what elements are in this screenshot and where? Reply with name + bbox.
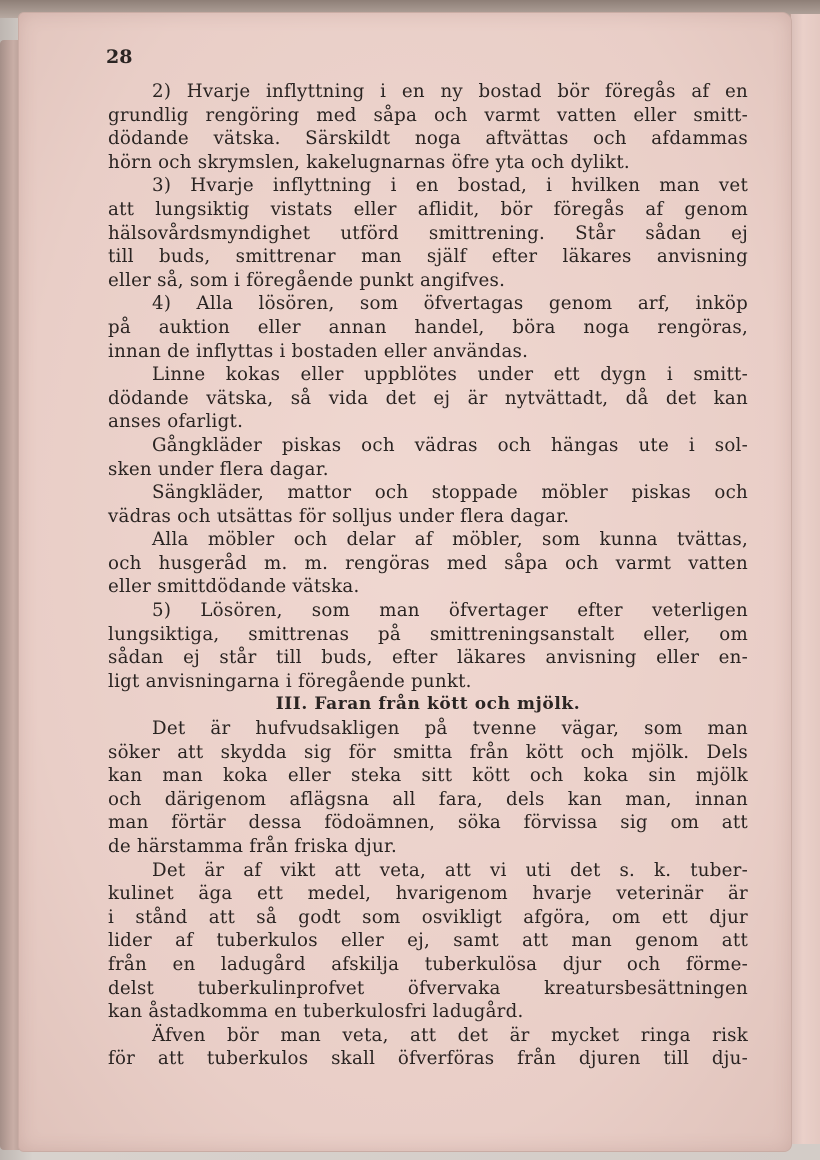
text-line: kan åstadkomma en tuberkulosfri ladugård. <box>108 1001 524 1023</box>
page-number: 28 <box>106 46 133 68</box>
text-line: till buds, smittrenar man själf efter läkares anvisning <box>108 246 748 268</box>
page-text <box>108 80 748 1071</box>
text-line: man förtär dessa födoämnen, söka förvissa sig om att <box>108 812 748 834</box>
text-line: Äfven bör man veta, att det är mycket ringa risk <box>152 1024 748 1046</box>
text-line: och husgeråd m. m. rengöras med såpa och varmt vatten <box>108 552 748 574</box>
text-line: grundlig rengöring med såpa och varmt vatten eller smitt- <box>108 104 748 126</box>
text-line: hörn och skrymslen, kakelugnarnas öfre yta och dylikt. <box>108 151 630 173</box>
text-line: 3) Hvarje inflyttning i en bostad, i hvilken man vet <box>152 175 748 197</box>
text-line: dödande vätska. Särskildt noga aftvättas och afdammas <box>108 128 748 150</box>
text-line: och därigenom aflägsna all fara, dels kan man, innan <box>108 788 748 810</box>
text-line: Linne kokas eller uppblötes under ett dygn i smitt- <box>152 364 748 386</box>
text-line: Sängkläder, mattor och stoppade möbler piskas och <box>152 482 748 504</box>
text-line: lungsiktiga, smittrenas på smittreningsanstalt eller, om <box>108 623 748 645</box>
text-line: sådan ej står till buds, efter läkares anvisning eller en- <box>108 647 748 669</box>
text-line: innan de inflyttas i bostaden eller användas. <box>108 340 529 362</box>
text-line: anses ofarligt. <box>108 411 244 433</box>
text-line: de härstamma från friska djur. <box>108 836 397 857</box>
text-line: i stånd att så godt som osvikligt afgöra, om ett djur <box>108 906 748 928</box>
text-line: Alla möbler och delar af möbler, som kunna tvättas, <box>152 529 748 551</box>
adjacent-page-edge <box>790 14 820 1144</box>
text-line: eller så, som i föregående punkt angifves. <box>108 269 506 291</box>
text-line: kulinet äga ett medel, hvarigenom hvarje veterinär är <box>108 883 748 905</box>
text-line: dödande vätska, så vida det ej är nytvättadt, då det kan <box>108 387 748 409</box>
text-line: på auktion eller annan handel, böra noga rengöras, <box>108 316 748 338</box>
text-line: för att tuberkulos skall öfverföras från djuren till dju- <box>108 1048 748 1070</box>
text-line: sken under flera dagar. <box>108 458 329 480</box>
section-heading: III. Faran från kött och mjölk. <box>275 694 581 715</box>
text-line: ligt anvisningarna i föregående punkt. <box>108 670 472 692</box>
text-line: Det är hufvudsakligen på tvenne vägar, som man <box>152 718 748 740</box>
text-line: från en ladugård afskilja tuberkulösa djur och förme- <box>108 953 748 975</box>
text-line: 5) Lösören, som man öfvertager efter veterligen <box>152 600 748 622</box>
text-line: eller smittdödande vätska. <box>108 576 360 598</box>
text-line: att lungsiktig vistats eller aflidit, bör föregås af genom <box>108 198 748 220</box>
text-line: 2) Hvarje inflyttning i en ny bostad bör föregås af en <box>152 81 748 102</box>
text-line: 4) Alla lösören, som öfvertagas genom arf, inköp <box>152 293 748 315</box>
text-line: vädras och utsättas för solljus under flera dagar. <box>108 505 570 527</box>
text-line: Gångkläder piskas och vädras och hängas ute i sol- <box>152 434 748 456</box>
text-line: söker att skydda sig för smitta från kött och mjölk. Dels <box>108 741 748 763</box>
text-line: delst tuberkulinprofvet öfvervaka kreatursbesättningen <box>108 977 748 999</box>
text-line: Det är af vikt att veta, att vi uti det s. k. tuber- <box>152 859 748 881</box>
text-line: kan man koka eller steka sitt kött och koka sin mjölk <box>108 765 748 787</box>
text-line: lider af tuberkulos eller ej, samt att man genom att <box>108 930 748 952</box>
text-line: hälsovårdsmyndighet utförd smittrening. Står sådan ej <box>108 222 748 244</box>
